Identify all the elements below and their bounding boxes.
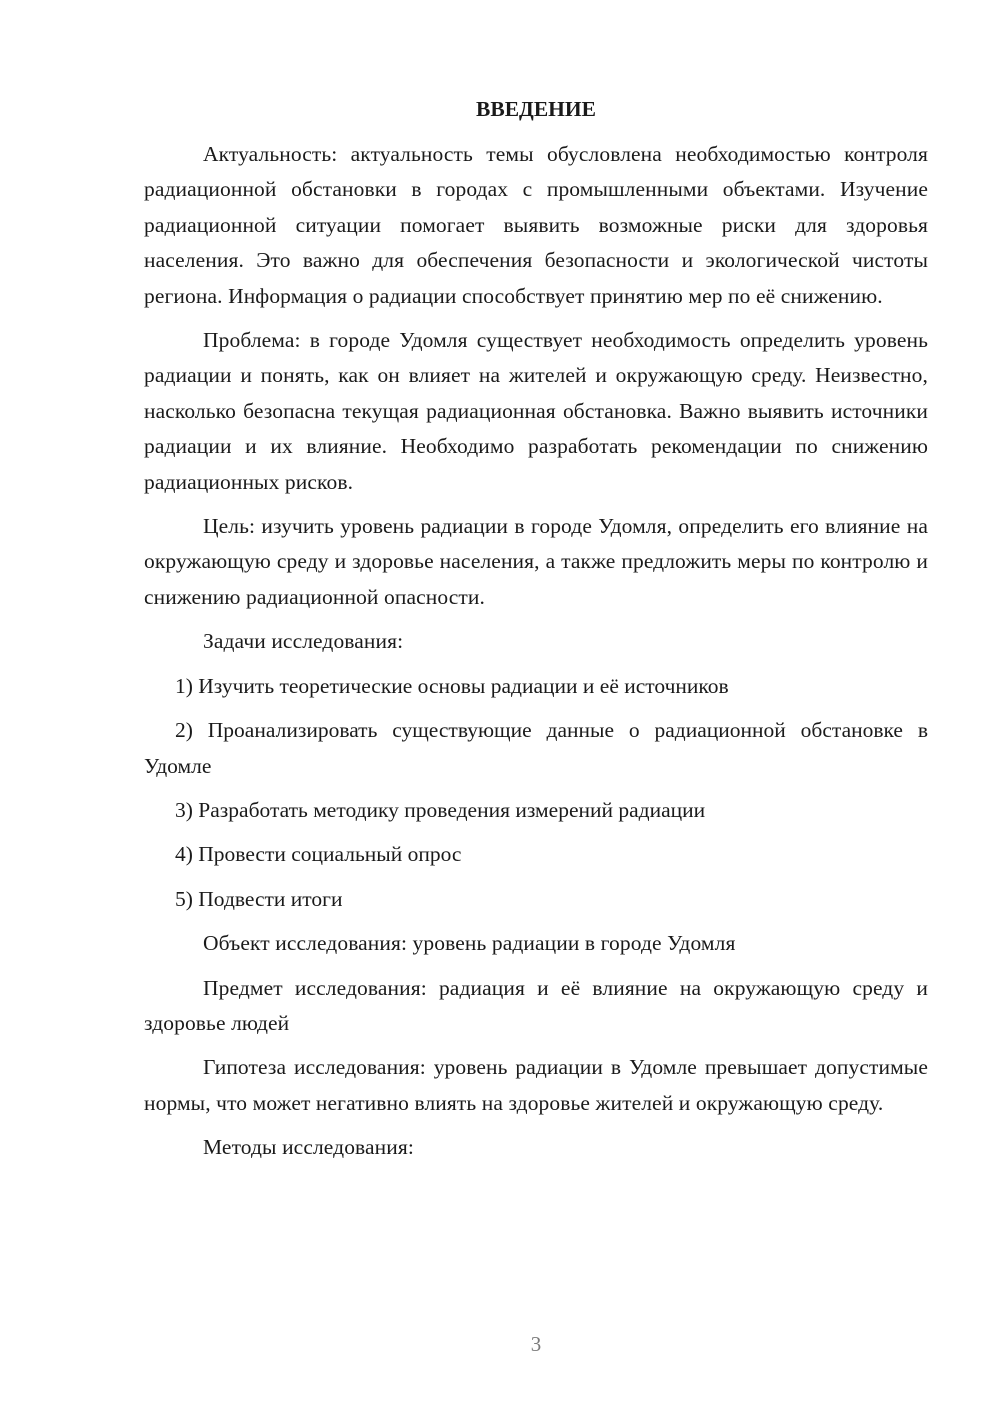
paragraph-hypothesis: Гипотеза исследования: уровень радиации в Удомле превышает допустимые нормы, что может негативно влиять на здоровье жителей и окружающую среду. [144,1055,928,1115]
tasks-list [144,669,928,917]
page-number: 3 [530,1332,542,1356]
list-item: 1) Изучить теоретические основы радиации и её источников [175,673,729,698]
page-title: ВВЕДЕНИЕ [476,97,596,121]
paragraph-subject: Предмет исследования: радиация и её влияние на окружающую среду и здоровье людей [144,975,928,1035]
paragraph-relevance: Актуальность: актуальность темы обусловлена необходимостью контроля радиационной обстановки в городах с промышленными объектами. Изучение радиационной ситуации помогает выявить возможные риски для здоровья населения. Это важно для обеспечения безопасности и экологической чистоты региона. Информация о радиации способствует принятию мер по её снижению. [144,142,928,308]
list-item: 2) Проанализировать существующие данные о радиационной обстановке в Удомле [144,718,928,778]
methods-heading: Методы исследования: [203,1135,414,1160]
paragraph-object: Объект исследования: уровень радиации в городе Удомля [203,931,736,956]
paragraph-goal: Цель: изучить уровень радиации в городе Удомля, определить его влияние на окружающую среду и здоровье населения, а также предложить меры по контролю и снижению радиационной опасности. [144,514,928,609]
list-item: 5) Подвести итоги [175,886,343,911]
tasks-heading: Задачи исследования: [203,629,404,654]
paragraph-problem: Проблема: в городе Удомля существует необходимость определить уровень радиации и понять, как он влияет на жителей и окружающую среду. Неизвестно, насколько безопасна текущая радиационная обстановка. Важно выявить источники радиации и их влияние. Необходимо разработать рекомендации по снижению радиационных рисков. [144,328,928,494]
list-item: 3) Разработать методику проведения измерений радиации [175,797,706,822]
page-content [144,92,928,1175]
list-item: 4) Провести социальный опрос [175,842,462,867]
